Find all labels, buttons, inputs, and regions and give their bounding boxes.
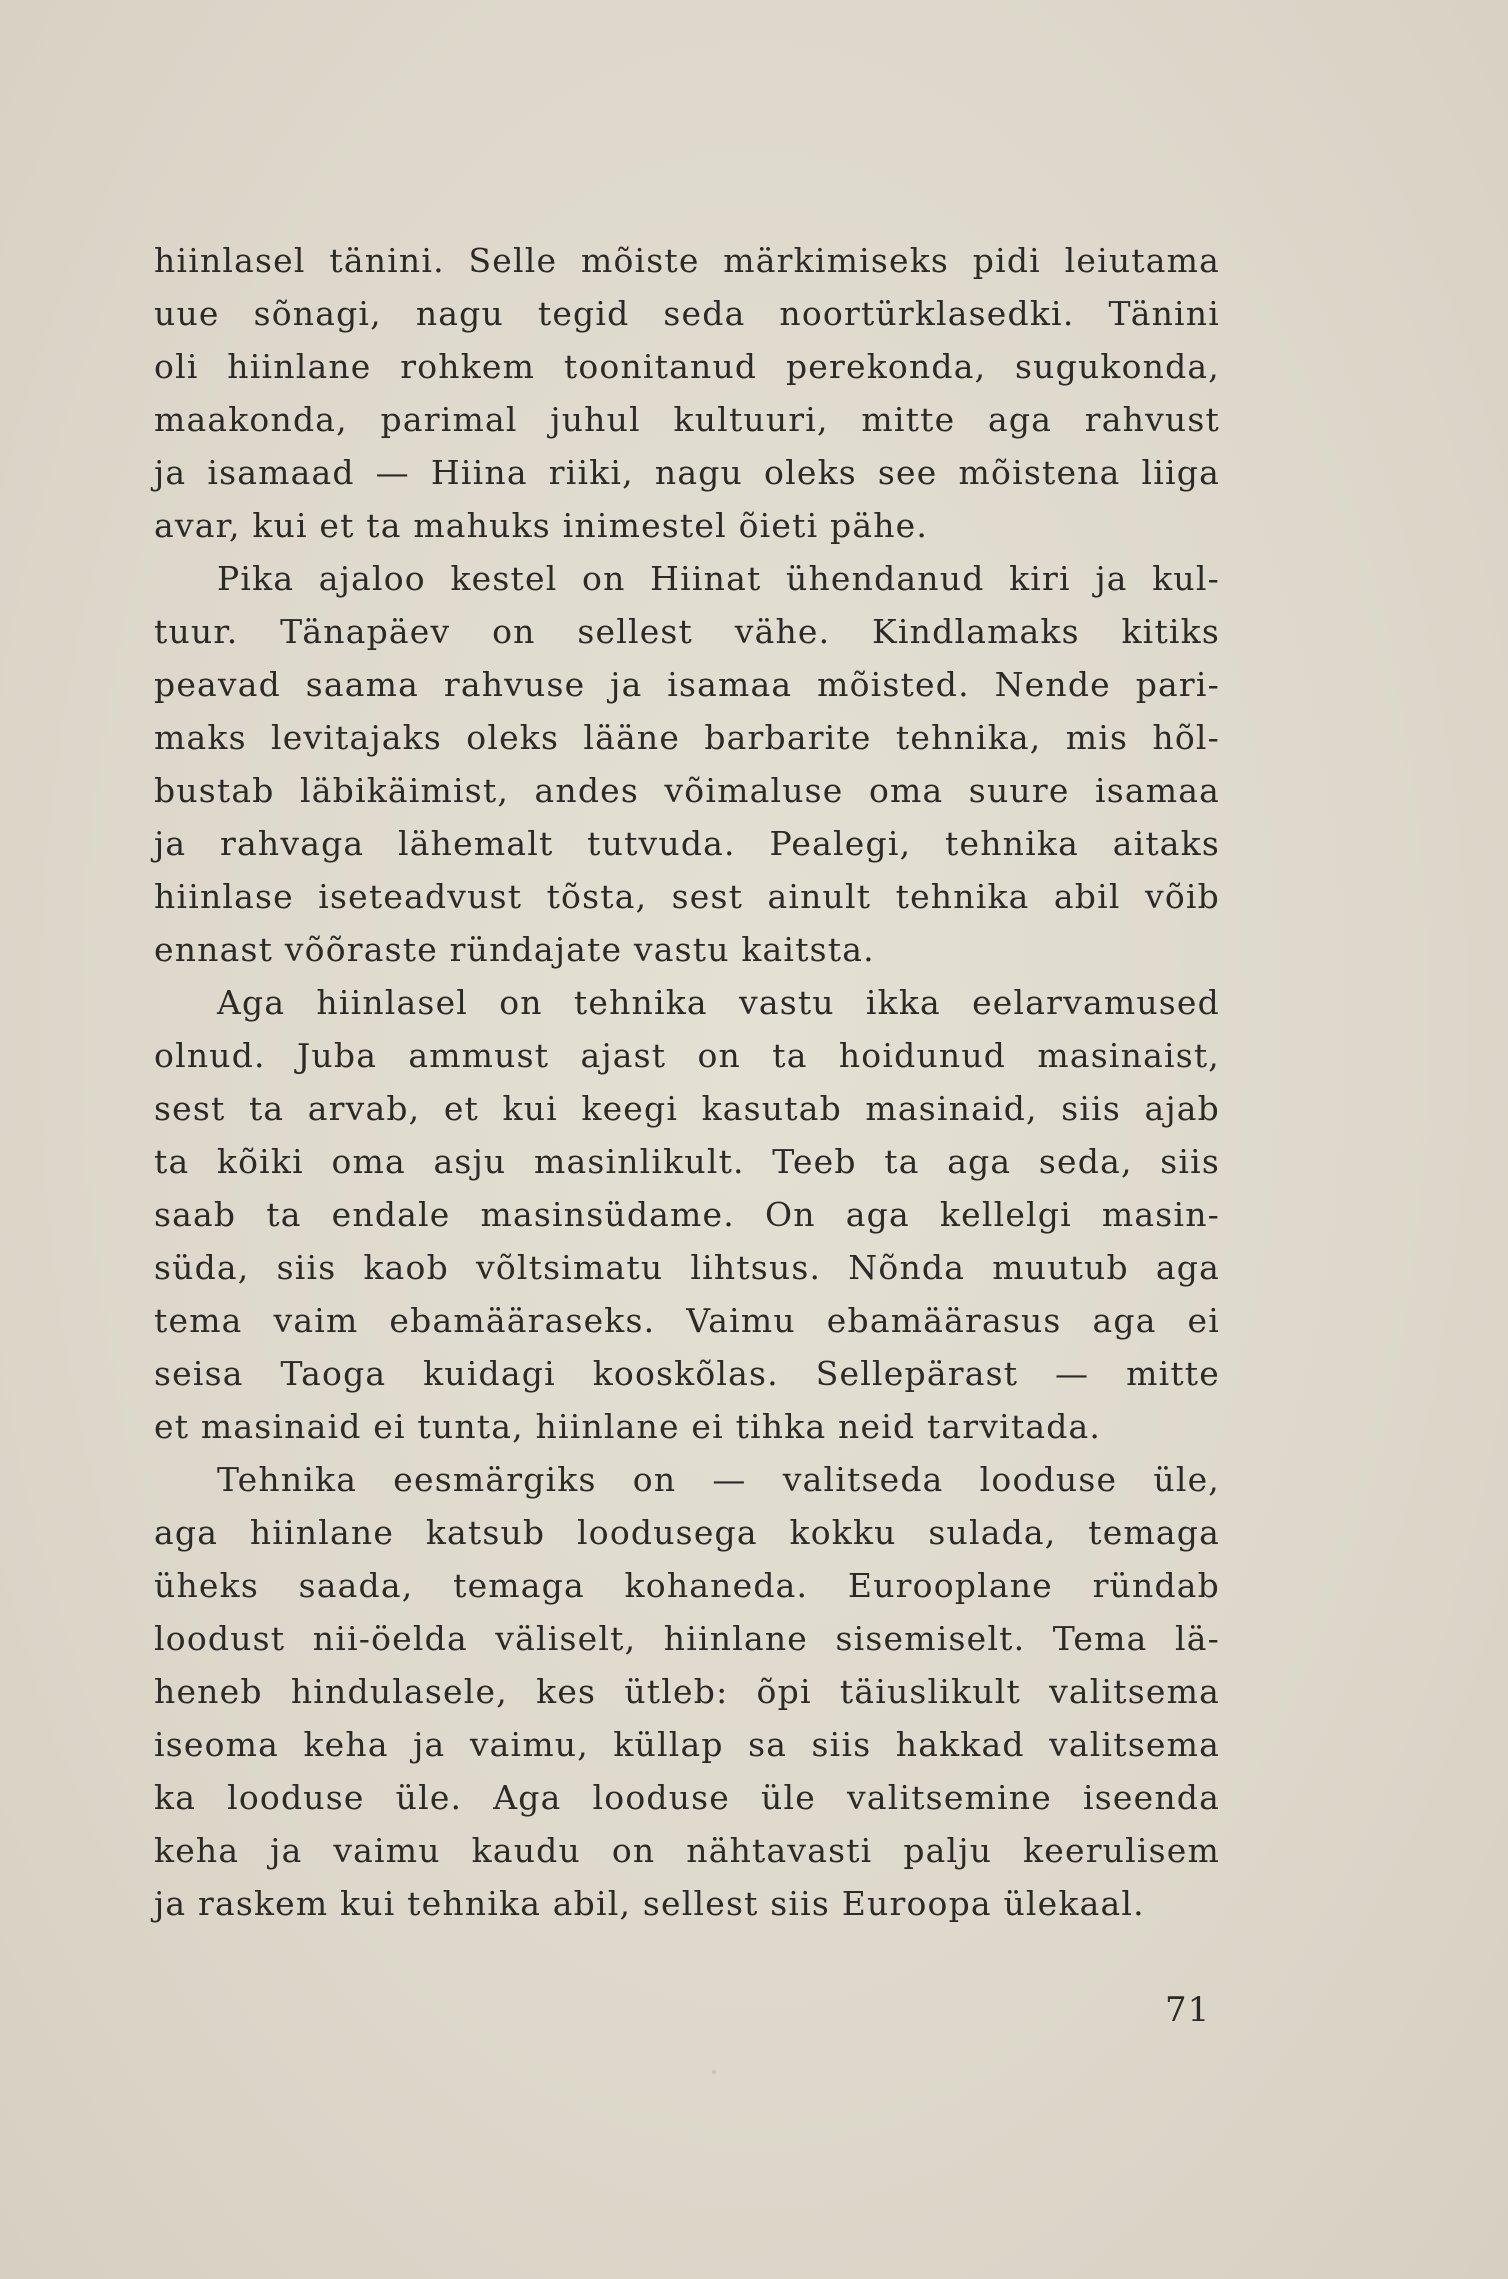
text-line: et masinaid ei tunta, hiinlane ei tihka neid tarvitada.	[154, 1407, 1102, 1446]
text-line: ta kõiki oma asju masinlikult. Teeb ta aga seda, siis	[154, 1142, 1220, 1181]
text-line: maks levitajaks oleks lääne barbarite tehnika, mis hõl-	[154, 718, 1220, 757]
text-line: Pika ajaloo kestel on Hiinat ühendanud kiri ja kul-	[217, 559, 1220, 598]
text-line: olnud. Juba ammust ajast on ta hoidunud masinaist,	[154, 1036, 1220, 1075]
text-line: tema vaim ebamääraseks. Vaimu ebamäärasus aga ei	[154, 1301, 1220, 1340]
text-line: üheks saada, temaga kohaneda. Eurooplane ründab	[154, 1566, 1220, 1605]
text-line: ja isamaad — Hiina riiki, nagu oleks see mõistena liiga	[154, 453, 1220, 492]
text-line: saab ta endale masinsüdame. On aga kellelgi masin-	[154, 1195, 1220, 1234]
paper-speck	[712, 2070, 716, 2074]
text-line: ennast võõraste ründajate vastu kaitsta.	[154, 930, 875, 969]
page-number: 71	[1165, 1990, 1211, 2030]
text-line: aga hiinlane katsub loodusega kokku sulada, temaga	[154, 1513, 1220, 1552]
text-line: ja rahvaga lähemalt tutvuda. Pealegi, tehnika aitaks	[154, 824, 1220, 863]
text-line: Tehnika eesmärgiks on — valitseda looduse üle,	[217, 1460, 1220, 1499]
body-text	[154, 234, 1220, 1930]
text-line: ka looduse üle. Aga looduse üle valitsemine iseenda	[154, 1778, 1220, 1817]
text-line: uue sõnagi, nagu tegid seda noortürklasedki. Tänini	[154, 294, 1220, 333]
text-line: avar, kui et ta mahuks inimestel õieti pähe.	[154, 506, 929, 545]
text-line: heneb hindulasele, kes ütleb: õpi täiuslikult valitsema	[154, 1672, 1220, 1711]
text-line: hiinlasel tänini. Selle mõiste märkimiseks pidi leiutama	[154, 241, 1220, 280]
text-line: maakonda, parimal juhul kultuuri, mitte aga rahvust	[154, 400, 1220, 439]
text-line: keha ja vaimu kaudu on nähtavasti palju keerulisem	[154, 1831, 1220, 1870]
text-line: seisa Taoga kuidagi kooskõlas. Sellepärast — mitte	[154, 1354, 1220, 1393]
text-line: bustab läbikäimist, andes võimaluse oma suure isamaa	[154, 771, 1220, 810]
text-line: tuur. Tänapäev on sellest vähe. Kindlamaks kitiks	[154, 612, 1220, 651]
text-line: Aga hiinlasel on tehnika vastu ikka eelarvamused	[217, 983, 1220, 1022]
text-line: hiinlase iseteadvust tõsta, sest ainult tehnika abil võib	[154, 877, 1220, 916]
text-line: ja raskem kui tehnika abil, sellest siis Euroopa ülekaal.	[154, 1884, 1145, 1923]
text-line: peavad saama rahvuse ja isamaa mõisted. Nende pari-	[154, 665, 1220, 704]
text-line: süda, siis kaob võltsimatu lihtsus. Nõnda muutub aga	[154, 1248, 1220, 1287]
text-line: iseoma keha ja vaimu, küllap sa siis hakkad valitsema	[154, 1725, 1220, 1764]
text-line: oli hiinlane rohkem toonitanud perekonda, sugukonda,	[154, 347, 1220, 386]
text-line: sest ta arvab, et kui keegi kasutab masinaid, siis ajab	[154, 1089, 1220, 1128]
text-line: loodust nii-öelda väliselt, hiinlane sisemiselt. Tema lä-	[154, 1619, 1220, 1658]
